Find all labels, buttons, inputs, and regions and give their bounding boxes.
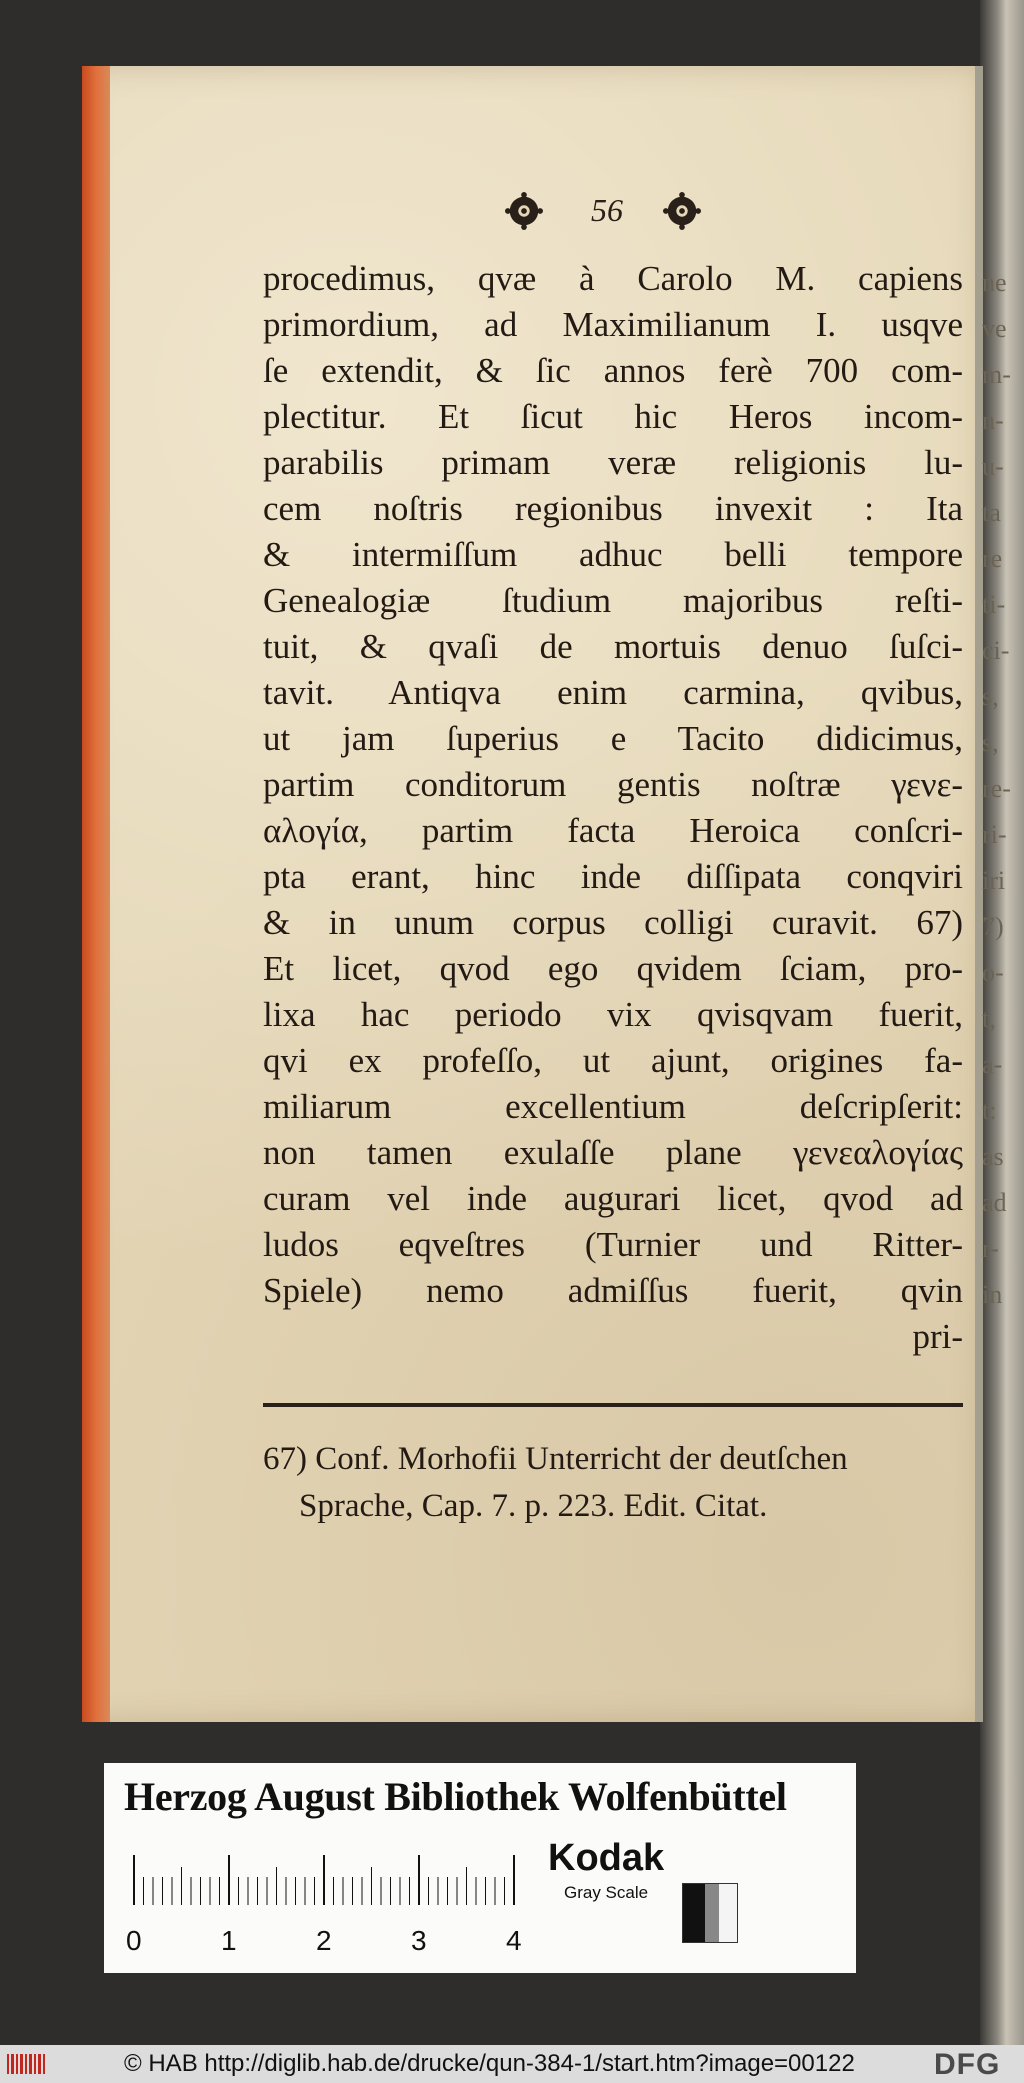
page-edge-red (82, 66, 110, 1722)
footer-bar (0, 2045, 1024, 2083)
footer-credit-link[interactable]: © HAB http://diglib.hab.de/drucke/qun-384-1/start.htm?image=00122 (124, 2050, 855, 2077)
footnote (263, 1436, 963, 1530)
body-line: pta erant, hinc inde diſſipata conqviri (263, 857, 963, 896)
dfg-logo: DFG (934, 2048, 1001, 2081)
hab-barcode-icon (6, 2052, 46, 2076)
body-line: cem noſtris regionibus invexit : Ita (263, 489, 963, 528)
gray-scale-swatch (682, 1883, 738, 1943)
body-line: procedimus, qvæ à Carolo M. capiens (263, 259, 963, 298)
body-text (263, 256, 963, 1360)
body-line: miliarum excellentium deſcripſerit: (263, 1087, 963, 1126)
body-line: tuit, & qvaſi de mortuis denuo ſuſci- (263, 627, 963, 666)
kodak-logo: Kodak (548, 1837, 665, 1879)
body-line: plectitur. Et ſicut hic Heros incom- (263, 397, 963, 436)
footnote-rule (263, 1403, 963, 1407)
ornament-right-icon (663, 192, 701, 230)
ruler-label: 4 (506, 1925, 522, 1956)
body-line: pri- (912, 1317, 963, 1356)
body-line: qvi ex profeſſo, ut ajunt, origines fa- (263, 1041, 963, 1080)
footnote-line: Sprache, Cap. 7. p. 223. Edit. Citat. (299, 1488, 768, 1524)
body-line: ut jam ſuperius e Tacito didicimus, (263, 719, 963, 758)
ruler-label: 2 (316, 1925, 332, 1956)
library-label: Herzog August Bibliothek Wolfenbüttel (124, 1774, 787, 1819)
body-line: αλογία, partim facta Heroica conſcri- (263, 811, 963, 850)
body-line: non tamen exulaſſe plane γενεαλογίας (263, 1133, 963, 1172)
body-line: lixa hac periodo vix qvisqvam fuerit, (263, 995, 963, 1034)
body-line: curam vel inde augurari licet, qvod ad (263, 1179, 963, 1218)
bleed-through-text: ne ve m- n- u- ta re ti- ci- s, s, re- ri- iri 7) o- t, a- t: as ad r- in (982, 268, 1011, 1309)
body-line: tavit. Antiqva enim carmina, qvibus, (263, 673, 963, 712)
body-line: & intermiſſum adhuc belli tempore (263, 535, 963, 574)
page-header (505, 188, 725, 238)
body-line: ludos eqveſtres (Turnier und Ritter- (263, 1225, 963, 1264)
color-target-card (104, 1763, 856, 1973)
body-line: partim conditorum gentis noſtræ γενε- (263, 765, 963, 804)
body-line: & in unum corpus colligi curavit. 67) (263, 903, 963, 942)
body-line: ſe extendit, & ſic annos ferè 700 com- (263, 351, 963, 390)
ruler-ticks (132, 1855, 522, 1925)
page-number: 56 (591, 192, 623, 228)
ruler-label: 3 (411, 1925, 427, 1956)
footnote-line: 67) Conf. Morhofii Unterricht der deutſchen (263, 1441, 848, 1477)
scale-ruler (126, 1855, 522, 1965)
body-line: parabilis primam veræ religionis lu- (263, 443, 963, 482)
body-line: primordium, ad Maximilianum I. usqve (263, 305, 963, 344)
gray-scale-label: Gray Scale (564, 1883, 649, 1902)
body-line: Spiele) nemo admiſſus fuerit, qvin (263, 1271, 963, 1310)
body-line: Et licet, qvod ego qvidem ſciam, pro- (263, 949, 963, 988)
body-line: Genealogiæ ſtudium majoribus reſti- (263, 581, 963, 620)
ornament-left-icon (505, 192, 543, 230)
ruler-label: 1 (221, 1925, 237, 1956)
ruler-label: 0 (126, 1925, 142, 1956)
